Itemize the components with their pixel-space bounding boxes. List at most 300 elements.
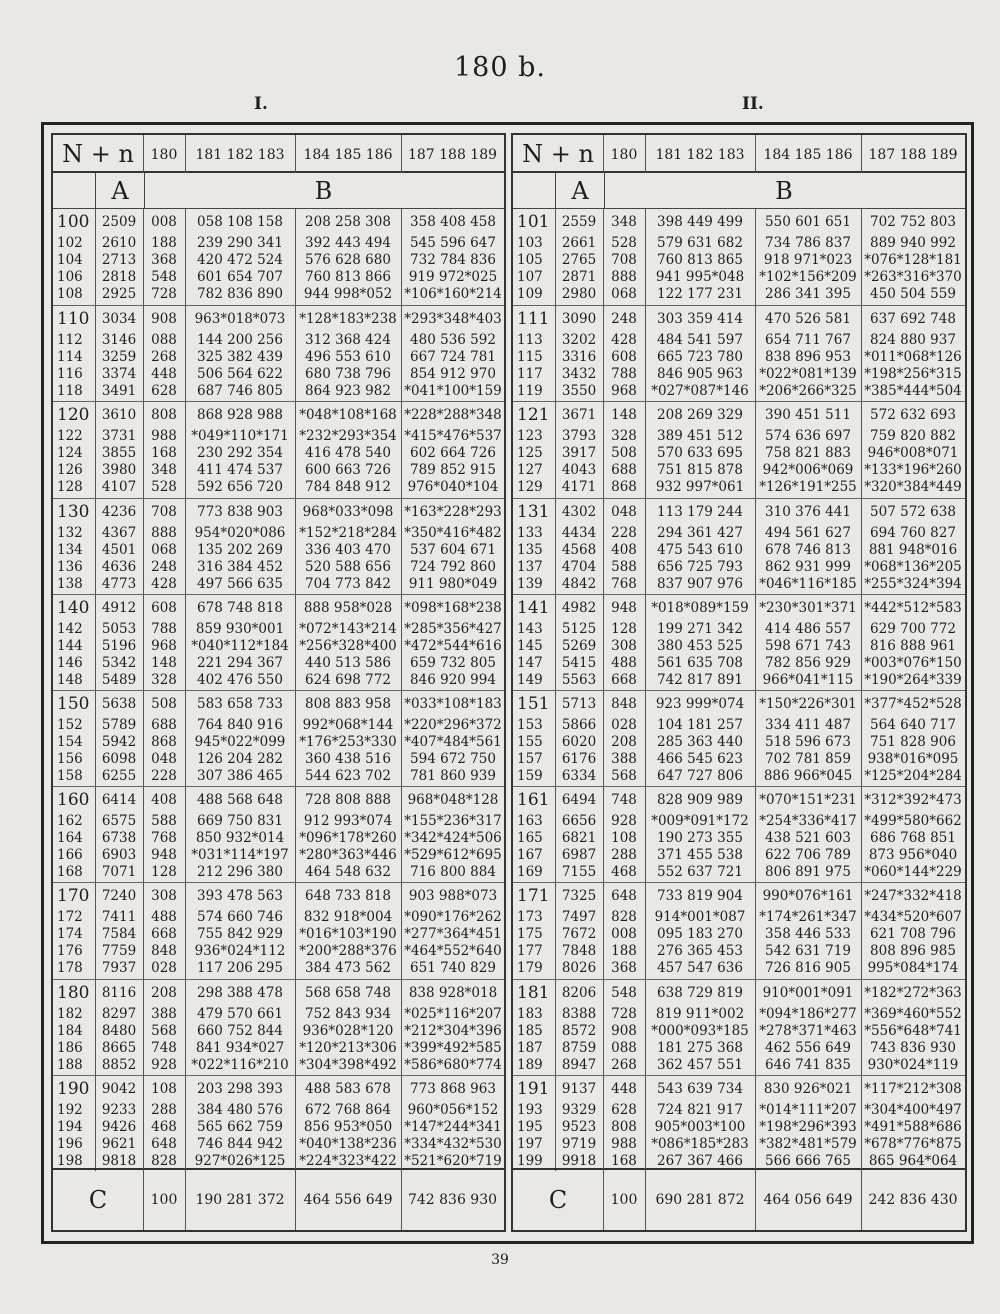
table-body — [513, 209, 965, 1171]
table-row — [53, 332, 504, 348]
cell-b0: 588 — [151, 813, 177, 830]
table-row — [513, 655, 965, 671]
footer-rule — [401, 1168, 402, 1230]
cell-n: 117 — [517, 366, 543, 383]
cell-a: 4171 — [561, 479, 597, 496]
footer-rule — [143, 1168, 144, 1230]
cell-b1: 687 746 805 — [197, 383, 283, 400]
cell-b2: *022*081*139 — [759, 366, 857, 383]
cell-a: 5638 — [101, 696, 137, 712]
cell-b3: 545 596 647 — [410, 235, 496, 251]
cell-b0: 648 — [611, 888, 637, 905]
section-numeral-1: I. — [254, 94, 268, 114]
cell-b0: 588 — [611, 558, 637, 575]
cell-b3: *521*620*719 — [404, 1152, 502, 1169]
cell-n: 114 — [57, 349, 83, 366]
table-row — [53, 214, 504, 230]
table-row — [53, 672, 504, 688]
cell-b1: 656 725 793 — [657, 558, 743, 575]
cell-b0: 308 — [151, 888, 177, 905]
table-footer — [53, 1168, 504, 1230]
row-group — [53, 209, 504, 305]
cell-b0: 928 — [151, 1056, 177, 1073]
cell-a: 5489 — [101, 671, 137, 688]
cell-b0: 248 — [151, 558, 177, 575]
cell-a: 4773 — [101, 575, 137, 592]
cell-b0: 808 — [151, 407, 177, 424]
cell-b1: 669 750 831 — [197, 813, 283, 830]
table-row — [513, 252, 965, 268]
table-row — [53, 525, 504, 541]
cell-a: 5053 — [101, 620, 137, 637]
cell-a: 9137 — [561, 1080, 597, 1097]
cell-b3: *442*512*583 — [864, 599, 962, 616]
cell-a: 5789 — [101, 717, 137, 733]
table-row — [513, 909, 965, 925]
table-row — [53, 445, 504, 461]
label-a: A — [555, 173, 605, 208]
cell-b0: 428 — [151, 575, 177, 592]
cell-n: 152 — [57, 717, 83, 733]
cell-a: 3259 — [101, 349, 137, 366]
cell-b0: 608 — [611, 349, 637, 366]
cell-b1: 230 292 354 — [197, 445, 283, 462]
cell-a: 7325 — [561, 888, 597, 905]
cell-b2: 600 663 726 — [305, 462, 391, 479]
table-row — [53, 751, 504, 767]
cell-b0: 428 — [611, 332, 637, 349]
cell-b0: 808 — [611, 1118, 637, 1135]
cell-b3: *320*384*449 — [864, 479, 962, 496]
cell-b3: 873 956*040 — [868, 847, 958, 864]
table-row — [513, 717, 965, 733]
cell-b0: 448 — [611, 1080, 637, 1097]
cell-a: 2610 — [101, 235, 137, 251]
cell-b3: 846 920 994 — [410, 671, 496, 688]
cell-b0: 568 — [151, 1022, 177, 1039]
footer-rule — [861, 1168, 862, 1230]
cell-b3: *678*776*875 — [864, 1135, 962, 1152]
cell-a: 3610 — [101, 407, 137, 424]
cell-b2: *016*103*190 — [299, 926, 397, 943]
cell-b3: *369*460*552 — [864, 1005, 962, 1022]
cell-n: 142 — [57, 620, 83, 637]
cell-a: 8852 — [101, 1056, 137, 1073]
cell-b1: *086*185*283 — [651, 1135, 749, 1152]
cell-b0: 688 — [611, 462, 637, 479]
cell-n: 109 — [517, 286, 543, 302]
cell-n: 144 — [57, 637, 83, 654]
section-numeral-2: II. — [742, 94, 764, 114]
table-header — [513, 135, 965, 173]
row-group — [513, 498, 965, 595]
cell-b3: 773 868 963 — [410, 1080, 496, 1097]
cell-b3: 480 536 592 — [410, 332, 496, 349]
cell-a: 5866 — [561, 717, 597, 733]
cell-a: 8947 — [561, 1056, 597, 1073]
cell-b3: 659 732 805 — [410, 654, 496, 671]
cell-n: 128 — [57, 479, 83, 496]
cell-b0: 348 — [151, 462, 177, 479]
cell-b3: *385*444*504 — [864, 383, 962, 400]
cell-a: 4568 — [561, 541, 597, 558]
table-row — [513, 1023, 965, 1039]
cell-n: 154 — [57, 734, 83, 750]
table-row — [53, 1153, 504, 1169]
row-group — [513, 882, 965, 979]
cell-b0: 928 — [611, 813, 637, 830]
cell-n: 186 — [57, 1039, 83, 1056]
cell-b2: 488 583 678 — [305, 1080, 391, 1097]
label-c: C — [548, 1186, 568, 1214]
cell-b2: 598 671 743 — [765, 637, 851, 654]
cell-b0: 728 — [611, 1005, 637, 1022]
cell-b1: *031*114*197 — [191, 847, 289, 864]
cell-n: 161 — [517, 790, 550, 811]
cell-b0: 408 — [611, 541, 637, 558]
cell-b3: *041*100*159 — [404, 383, 502, 400]
cell-b1: 058 108 158 — [197, 214, 283, 230]
cell-b1: 941 995*048 — [655, 269, 745, 285]
cell-b3: 968*048*128 — [407, 792, 499, 809]
row-group — [513, 690, 965, 787]
cell-a: 8206 — [561, 984, 597, 1001]
cell-b1: 868 928 988 — [197, 407, 283, 424]
cell-b1: 561 635 708 — [657, 654, 743, 671]
table-row — [53, 830, 504, 846]
cell-n: 156 — [57, 751, 83, 767]
cell-n: 190 — [57, 1078, 90, 1099]
cell-n: 195 — [517, 1118, 543, 1135]
cell-a: 6334 — [561, 768, 597, 784]
header-rule — [143, 135, 144, 173]
table-row — [513, 1006, 965, 1022]
cell-a: 4434 — [561, 524, 597, 541]
cell-b0: 988 — [611, 1135, 637, 1152]
row-group — [513, 594, 965, 691]
cell-b2: 862 931 999 — [765, 558, 851, 575]
cell-n: 136 — [57, 558, 83, 575]
cell-b3: *499*580*662 — [864, 813, 962, 830]
cell-b2: 782 856 929 — [765, 654, 851, 671]
cell-n: 121 — [517, 405, 550, 426]
cell-n: 199 — [517, 1152, 543, 1169]
table-row — [513, 405, 965, 426]
cell-b0: 148 — [611, 407, 637, 424]
cell-b1: 126 204 282 — [197, 751, 283, 767]
cell-b3: 621 708 796 — [870, 926, 956, 943]
footer-col-2: 190 281 372 — [195, 1192, 285, 1208]
cell-n: 111 — [517, 309, 550, 330]
cell-n: 106 — [57, 269, 83, 285]
cell-a: 5563 — [561, 671, 597, 688]
cell-n: 125 — [517, 445, 543, 462]
table-row — [513, 813, 965, 829]
cell-n: 184 — [57, 1022, 83, 1039]
table-section-1 — [51, 133, 506, 1232]
cell-b1: 475 543 610 — [657, 541, 743, 558]
cell-b2: *198*296*393 — [759, 1118, 857, 1135]
cell-b3: 865 964*064 — [868, 1152, 958, 1169]
cell-b0: 448 — [151, 366, 177, 383]
cell-b3: *399*492*585 — [404, 1039, 502, 1056]
cell-b0: 528 — [611, 235, 637, 251]
footer-col-3: 464 556 649 — [303, 1192, 393, 1208]
cell-b3: *033*108*183 — [404, 696, 502, 712]
cell-b0: 828 — [611, 909, 637, 926]
table-row — [513, 349, 965, 365]
cell-n: 116 — [57, 366, 83, 383]
cell-b0: 388 — [611, 751, 637, 767]
cell-a: 9329 — [561, 1101, 597, 1118]
table-row — [53, 597, 504, 618]
cell-b2: *174*261*347 — [759, 909, 857, 926]
cell-b1: 764 840 916 — [197, 717, 283, 733]
cell-b2: *126*191*255 — [759, 479, 857, 496]
table-row — [53, 813, 504, 829]
cell-b1: 782 836 890 — [197, 286, 283, 302]
cell-b0: 868 — [611, 479, 637, 496]
cell-a: 3731 — [101, 428, 137, 445]
cell-a: 8297 — [101, 1005, 137, 1022]
table-row — [53, 576, 504, 592]
table-row — [513, 576, 965, 592]
cell-b1: 760 813 865 — [657, 252, 743, 268]
table-row — [513, 286, 965, 302]
table-row — [513, 269, 965, 285]
cell-b2: *014*111*207 — [759, 1101, 857, 1118]
cell-b2: 208 258 308 — [305, 214, 391, 230]
cell-n: 171 — [517, 886, 550, 907]
cell-b0: 708 — [611, 252, 637, 268]
table-row — [513, 525, 965, 541]
cell-n: 198 — [57, 1152, 83, 1169]
cell-b2: 496 553 610 — [305, 349, 391, 366]
cell-b1: 963*018*073 — [194, 311, 286, 328]
cell-b2: 310 376 441 — [765, 503, 851, 520]
header-rule — [645, 135, 646, 173]
cell-b3: *247*332*418 — [864, 888, 962, 905]
cell-b0: 888 — [151, 524, 177, 541]
table-row — [53, 960, 504, 976]
cell-n: 197 — [517, 1135, 543, 1152]
cell-b1: 316 384 452 — [197, 558, 283, 575]
cell-b3: 694 760 827 — [870, 524, 956, 541]
cell-b0: 048 — [611, 503, 637, 520]
header-col-181-183: 181 182 183 — [655, 147, 745, 163]
cell-b3: *491*588*686 — [864, 1118, 962, 1135]
cell-b3: *263*316*370 — [864, 269, 962, 285]
cell-b1: 742 817 891 — [657, 671, 743, 688]
cell-b3: 724 792 860 — [410, 558, 496, 575]
cell-b2: *072*143*214 — [299, 620, 397, 637]
cell-a: 8116 — [101, 984, 137, 1001]
table-row — [513, 1057, 965, 1073]
cell-b0: 008 — [611, 926, 637, 943]
cell-b0: 308 — [611, 637, 637, 654]
cell-n: 105 — [517, 252, 543, 268]
cell-n: 167 — [517, 847, 543, 864]
cell-a: 6176 — [561, 751, 597, 767]
table-row — [53, 1078, 504, 1099]
cell-b0: 048 — [151, 751, 177, 767]
cell-b2: 574 636 697 — [765, 428, 851, 445]
cell-a: 2661 — [561, 235, 597, 251]
table-row — [53, 1119, 504, 1135]
cell-b1: *040*112*184 — [191, 637, 289, 654]
cell-n: 134 — [57, 541, 83, 558]
cell-a: 7497 — [561, 909, 597, 926]
cell-b1: 923 999*074 — [655, 696, 745, 712]
footer-rule — [645, 1168, 646, 1230]
cell-b3: 816 888 961 — [870, 637, 956, 654]
cell-a: 4367 — [101, 524, 137, 541]
cell-b0: 828 — [151, 1152, 177, 1169]
cell-b3: *312*392*473 — [864, 792, 962, 809]
cell-n: 130 — [57, 501, 90, 522]
header-rule — [755, 135, 756, 173]
cell-b2: *152*218*284 — [299, 524, 397, 541]
header-col-180: 180 — [610, 147, 638, 163]
cell-b2: 542 631 719 — [765, 943, 851, 960]
cell-n: 192 — [57, 1101, 83, 1118]
table-row — [53, 309, 504, 330]
cell-a: 4704 — [561, 558, 597, 575]
cell-b3: *586*680*774 — [404, 1056, 502, 1073]
cell-b0: 288 — [151, 1101, 177, 1118]
cell-b3: 629 700 772 — [870, 620, 956, 637]
header-col-187-189: 187 188 189 — [407, 147, 498, 163]
cell-b1: 285 363 440 — [657, 734, 743, 750]
cell-b1: 733 819 904 — [657, 888, 743, 905]
cell-b3: 808 896 985 — [870, 943, 956, 960]
cell-a: 7937 — [101, 960, 137, 977]
cell-b3: 358 408 458 — [410, 214, 496, 230]
table-row — [513, 1153, 965, 1169]
cell-b1: 362 457 551 — [657, 1056, 743, 1073]
cell-a: 3980 — [101, 462, 137, 479]
table-row — [53, 886, 504, 907]
cell-b3: 594 672 750 — [410, 751, 496, 767]
cell-a: 4982 — [561, 599, 597, 616]
cell-b2: *094*186*277 — [759, 1005, 857, 1022]
cell-b3: 881 948*016 — [868, 541, 958, 558]
cell-b3: *098*168*238 — [404, 599, 502, 616]
cell-b0: 328 — [611, 428, 637, 445]
table-row — [53, 559, 504, 575]
cell-b2: 784 848 912 — [305, 479, 391, 496]
cell-b3: 781 860 939 — [410, 768, 496, 784]
cell-b3: 637 692 748 — [870, 311, 956, 328]
row-group — [513, 786, 965, 883]
cell-b3: *464*552*640 — [404, 943, 502, 960]
cell-b3: *377*452*528 — [864, 696, 962, 712]
cell-b0: 068 — [151, 541, 177, 558]
table-row — [53, 542, 504, 558]
table-row — [513, 214, 965, 230]
cell-b1: 905*003*100 — [654, 1118, 746, 1135]
cell-b2: *256*328*400 — [299, 637, 397, 654]
cell-n: 163 — [517, 813, 543, 830]
cell-b3: 911 980*049 — [408, 575, 498, 592]
cell-b0: 128 — [151, 864, 177, 881]
cell-n: 123 — [517, 428, 543, 445]
cell-n: 177 — [517, 943, 543, 960]
cell-b1: 846 905 963 — [657, 366, 743, 383]
cell-a: 7848 — [561, 943, 597, 960]
cell-n: 135 — [517, 541, 543, 558]
row-group — [513, 401, 965, 498]
table-row — [513, 366, 965, 382]
cell-b2: 566 666 765 — [765, 1152, 851, 1169]
cell-a: 3374 — [101, 366, 137, 383]
cell-n: 113 — [517, 332, 543, 349]
cell-b1: 212 296 380 — [197, 864, 283, 881]
cell-b1: 647 727 806 — [657, 768, 743, 784]
cell-b2: 760 813 866 — [305, 269, 391, 285]
cell-b2: 624 698 772 — [305, 671, 391, 688]
cell-b1: 678 748 818 — [197, 599, 283, 616]
table-row — [53, 696, 504, 712]
cell-b1: 104 181 257 — [657, 717, 743, 733]
cell-b2: 360 438 516 — [305, 751, 391, 767]
cell-b3: *147*244*341 — [404, 1118, 502, 1135]
cell-b1: 773 838 903 — [197, 503, 283, 520]
cell-b2: 936*028*120 — [302, 1022, 394, 1039]
table-row — [53, 405, 504, 426]
cell-b3: 759 820 882 — [870, 428, 956, 445]
table-row — [513, 462, 965, 478]
row-group — [53, 690, 504, 787]
cell-n: 146 — [57, 654, 83, 671]
cell-b0: 088 — [151, 332, 177, 349]
cell-b0: 408 — [151, 792, 177, 809]
cell-a: 5415 — [561, 654, 597, 671]
footer-rule — [603, 1168, 604, 1230]
cell-n: 110 — [57, 309, 90, 330]
cell-n: 193 — [517, 1101, 543, 1118]
cell-b2: 888 958*028 — [303, 599, 393, 616]
cell-b2: 622 706 789 — [765, 847, 851, 864]
cell-b1: 190 273 355 — [657, 830, 743, 847]
table-row — [513, 847, 965, 863]
cell-b0: 668 — [611, 671, 637, 688]
cell-b1: 457 547 636 — [657, 960, 743, 977]
cell-b2: 518 596 673 — [765, 734, 851, 750]
cell-b1: 267 367 466 — [657, 1152, 743, 1169]
cell-b0: 388 — [151, 1005, 177, 1022]
table-row — [513, 638, 965, 654]
cell-a: 8665 — [101, 1039, 137, 1056]
cell-b1: 095 183 270 — [657, 926, 743, 943]
cell-b0: 628 — [151, 383, 177, 400]
cell-n: 148 — [57, 671, 83, 688]
cell-b0: 008 — [151, 214, 177, 230]
cell-b1: 932 997*061 — [655, 479, 745, 496]
cell-a: 7759 — [101, 943, 137, 960]
cell-b2: 728 808 888 — [305, 792, 391, 809]
cell-b3: *285*356*427 — [404, 620, 502, 637]
cell-b1: 724 821 917 — [657, 1101, 743, 1118]
cell-b3: 450 504 559 — [870, 286, 956, 302]
cell-b2: 726 816 905 — [765, 960, 851, 977]
cell-a: 5269 — [561, 637, 597, 654]
table-row — [53, 982, 504, 1003]
cell-b1: 828 909 989 — [657, 792, 743, 809]
table-row — [513, 943, 965, 959]
label-c: C — [88, 1186, 108, 1214]
cell-n: 165 — [517, 830, 543, 847]
